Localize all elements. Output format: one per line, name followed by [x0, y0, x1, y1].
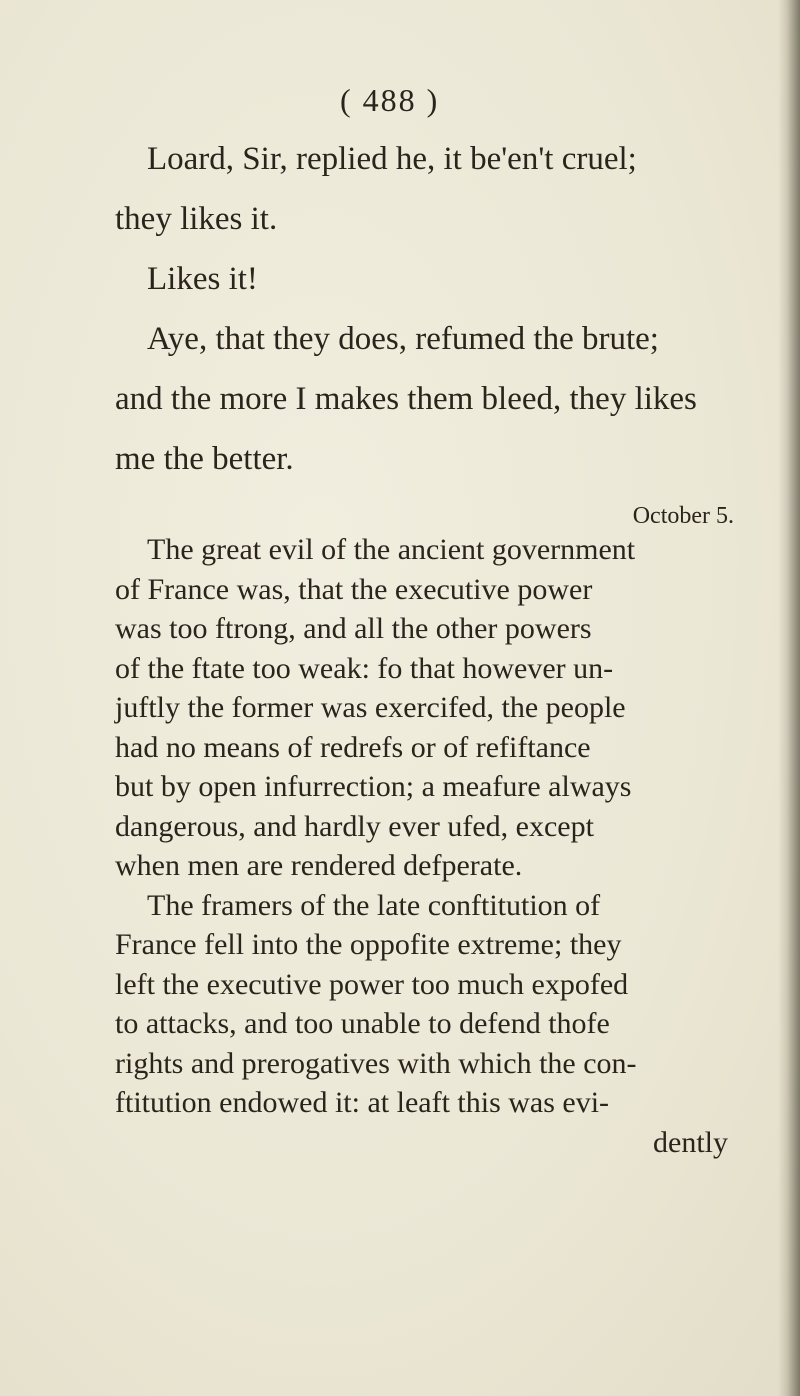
text-line: of France was, that the executive power [115, 572, 593, 606]
text-line: Likes it! [147, 261, 258, 297]
text-line: Loard, Sir, replied he, it be'en't cruel; [147, 141, 637, 177]
text-line: dangerous, and hardly ever ufed, except [115, 809, 594, 843]
text-line: me the better. [115, 441, 294, 477]
text-line: when men are rendered defperate. [115, 849, 523, 882]
text-line: Aye, that they does, refumed the brute; [147, 321, 659, 357]
text-line: rights and prerogatives with which the con- [115, 1046, 637, 1080]
date-heading: October 5. [632, 503, 734, 529]
catchword: dently [653, 1125, 728, 1159]
text-line: and the more I makes them bleed, they likes [115, 381, 697, 417]
text-line: had no means of redrefs or of refiftance [115, 730, 591, 764]
text-line: The framers of the late conftitution of [147, 888, 601, 922]
text-line: to attacks, and too unable to defend thofe [115, 1007, 610, 1040]
text-line: but by open infurrection; a meafure always [115, 770, 632, 803]
page-edge-shadow [778, 0, 800, 1396]
text-line: left the executive power too much expofed [115, 967, 629, 1001]
text-line: was too ftrong, and all the other powers [115, 612, 592, 645]
text-line: they likes it. [115, 201, 278, 237]
text-line: juftly the former was exercifed, the people [115, 691, 626, 724]
page-number: ( 488 ) [340, 82, 440, 118]
text-line: France fell into the oppofite extreme; they [115, 928, 622, 961]
text-line: ftitution endowed it: at leaft this was evi- [115, 1086, 610, 1119]
text-line: of the ftate too weak: fo that however un- [115, 651, 614, 685]
text-line: The great evil of the ancient government [147, 533, 636, 566]
